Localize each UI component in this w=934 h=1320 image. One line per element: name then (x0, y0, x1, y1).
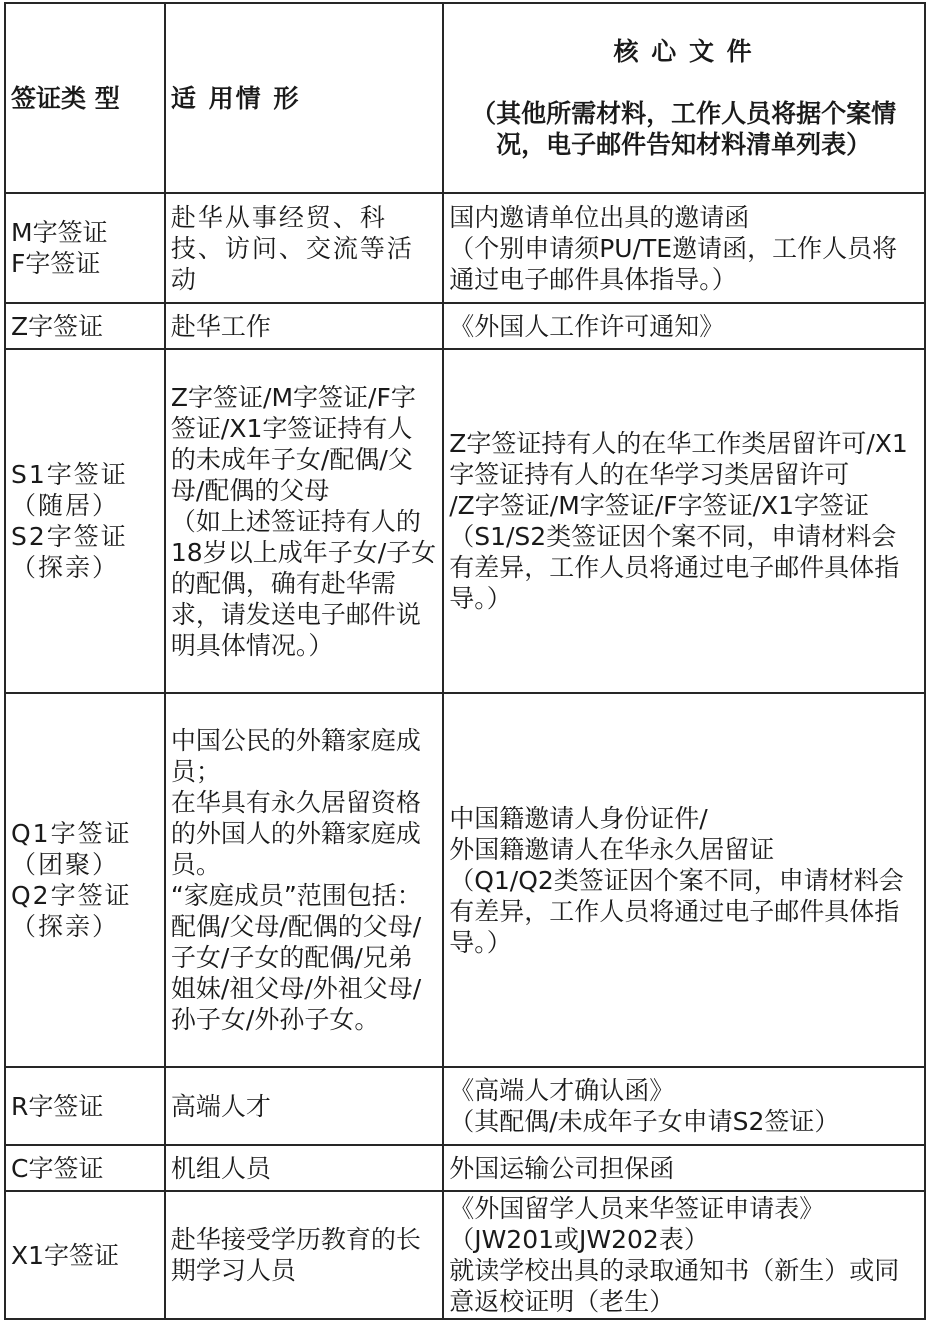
visa-type-cell: Q1字签证 （团聚） Q2字签证 （探亲） (5, 693, 165, 1067)
header-situation: 适 用情 形 (165, 3, 443, 193)
table-row (5, 349, 925, 693)
situation-cell: 中国公民的外籍家庭成员； 在华具有永久居留资格的外国人的外籍家庭成员。 “家庭成员”范围包括： 配偶/父母/配偶的父母/子女/子女的配偶/兄弟姐妹/祖父母/外祖父母/孙子女/外孙子女。 (165, 693, 443, 1067)
header-core-documents-note: （其他所需材料，工作人员将据个案情况，电子邮件告知材料清单列表） (471, 99, 897, 159)
table-row (5, 193, 925, 303)
visa-table-container (4, 2, 926, 1320)
situation-cell: Z字签证/M字签证/F字签证/X1字签证持有人的未成年子女/配偶/父母/配偶的父母 （如上述签证持有人的18岁以上成年子女/子女的配偶，确有赴华需求，请发送电子邮件说明具体情况。） (165, 349, 443, 693)
header-core-documents-title: 核 心 文 件 (613, 37, 754, 66)
table-row (5, 1145, 925, 1191)
visa-type-cell: C字签证 (5, 1145, 165, 1191)
situation-cell: 赴华从事经贸、科技、访问、交流等活动 (165, 193, 443, 303)
documents-cell: 中国籍邀请人身份证件/ 外国籍邀请人在华永久居留证 （Q1/Q2类签证因个案不同，申请材料会有差异，工作人员将通过电子邮件具体指导。） (443, 693, 925, 1067)
documents-cell: 外国运输公司担保函 (443, 1145, 925, 1191)
visa-type-cell: M字签证 F字签证 (5, 193, 165, 303)
visa-type-cell: Z字签证 (5, 303, 165, 349)
situation-cell: 机组人员 (165, 1145, 443, 1191)
visa-type-cell: X1字签证 (5, 1191, 165, 1319)
situation-cell: 赴华工作 (165, 303, 443, 349)
situation-cell: 高端人才 (165, 1067, 443, 1145)
documents-cell: 国内邀请单位出具的邀请函 （个别申请须PU/TE邀请函，工作人员将通过电子邮件具体指导。） (443, 193, 925, 303)
visa-requirements-table (4, 2, 926, 1320)
table-row (5, 303, 925, 349)
visa-type-cell: S1字签证 （随居） S2字签证 （探亲） (5, 349, 165, 693)
documents-cell: 《外国留学人员来华签证申请表》 （JW201或JW202表） 就读学校出具的录取通知书（新生）或同意返校证明（老生） (443, 1191, 925, 1319)
documents-cell: Z字签证持有人的在华工作类居留许可/X1字签证持有人的在华学习类居留许可 /Z字签证/M字签证/F字签证/X1字签证 （S1/S2类签证因个案不同，申请材料会有差异，工作人员将通过电子邮件具体指导。） (443, 349, 925, 693)
table-header-row (5, 3, 925, 193)
header-visa-type: 签证类 型 (5, 3, 165, 193)
table-row (5, 693, 925, 1067)
documents-cell: 《外国人工作许可通知》 (443, 303, 925, 349)
table-row (5, 1191, 925, 1319)
visa-type-cell: R字签证 (5, 1067, 165, 1145)
table-row (5, 1067, 925, 1145)
header-core-documents (443, 3, 925, 193)
documents-cell: 《高端人才确认函》 （其配偶/未成年子女申请S2签证） (443, 1067, 925, 1145)
situation-cell: 赴华接受学历教育的长期学习人员 (165, 1191, 443, 1319)
